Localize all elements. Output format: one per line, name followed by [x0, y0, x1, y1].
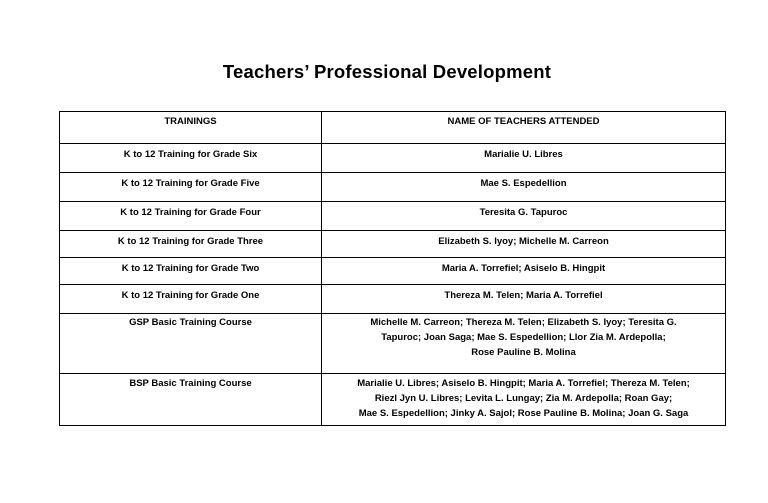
table-row: [60, 231, 726, 258]
teachers-cell: [322, 374, 726, 426]
table-row: [60, 258, 726, 285]
table-row: [60, 173, 726, 202]
teachers-line: Elizabeth S. Iyoy; Michelle M. Carreon: [438, 236, 609, 247]
teachers-cell: [322, 144, 726, 173]
training-cell: K to 12 Training for Grade Three: [60, 231, 322, 258]
teachers-line: Mae S. Espedellion; Jinky A. Sajol; Rose Pauline B. Molina; Joan G. Saga: [358, 408, 689, 419]
teachers-line: Riezl Jyn U. Libres; Levita L. Lungay; Zia M. Ardepolla; Roan Gay;: [374, 393, 673, 404]
teachers-cell: [322, 173, 726, 202]
table-row: [60, 144, 726, 173]
training-cell: K to 12 Training for Grade Five: [60, 173, 322, 202]
table-row: [60, 314, 726, 374]
header-trainings: TRAININGS: [60, 112, 322, 144]
teachers-cell: [322, 314, 726, 374]
teachers-line: Tapuroc; Joan Saga; Mae S. Espedellion; Llor Zia M. Ardepolla;: [381, 332, 666, 343]
training-cell: K to 12 Training for Grade Four: [60, 202, 322, 231]
training-cell: K to 12 Training for Grade One: [60, 285, 322, 314]
teachers-cell: [322, 202, 726, 231]
teachers-line: Michelle M. Carreon; Thereza M. Telen; Elizabeth S. Iyoy; Teresita G.: [370, 317, 677, 328]
training-table: [59, 111, 726, 426]
header-teachers-attended: NAME OF TEACHERS ATTENDED: [322, 112, 726, 144]
teachers-cell: [322, 231, 726, 258]
teachers-line: Teresita G. Tapuroc: [479, 207, 568, 218]
teachers-line: Maria A. Torrefiel; Asiselo B. Hingpit: [441, 263, 606, 274]
training-cell: GSP Basic Training Course: [60, 314, 322, 374]
page-title: Teachers’ Professional Development: [222, 61, 552, 82]
training-cell: K to 12 Training for Grade Two: [60, 258, 322, 285]
teachers-line: Mae S. Espedellion: [480, 178, 567, 189]
table-row: [60, 374, 726, 426]
table-row: [60, 285, 726, 314]
teachers-line: Marialie U. Libres: [484, 149, 563, 160]
table-header-row: [60, 112, 726, 144]
table-row: [60, 202, 726, 231]
training-cell: K to 12 Training for Grade Six: [60, 144, 322, 173]
training-cell: BSP Basic Training Course: [60, 374, 322, 426]
teachers-cell: [322, 285, 726, 314]
teachers-line: Thereza M. Telen; Maria A. Torrefiel: [444, 290, 603, 301]
teachers-cell: [322, 258, 726, 285]
teachers-line: Rose Pauline B. Molina: [471, 347, 576, 358]
teachers-line: Marialie U. Libres; Asiselo B. Hingpit; Maria A. Torrefiel; Thereza M. Telen;: [357, 378, 690, 389]
